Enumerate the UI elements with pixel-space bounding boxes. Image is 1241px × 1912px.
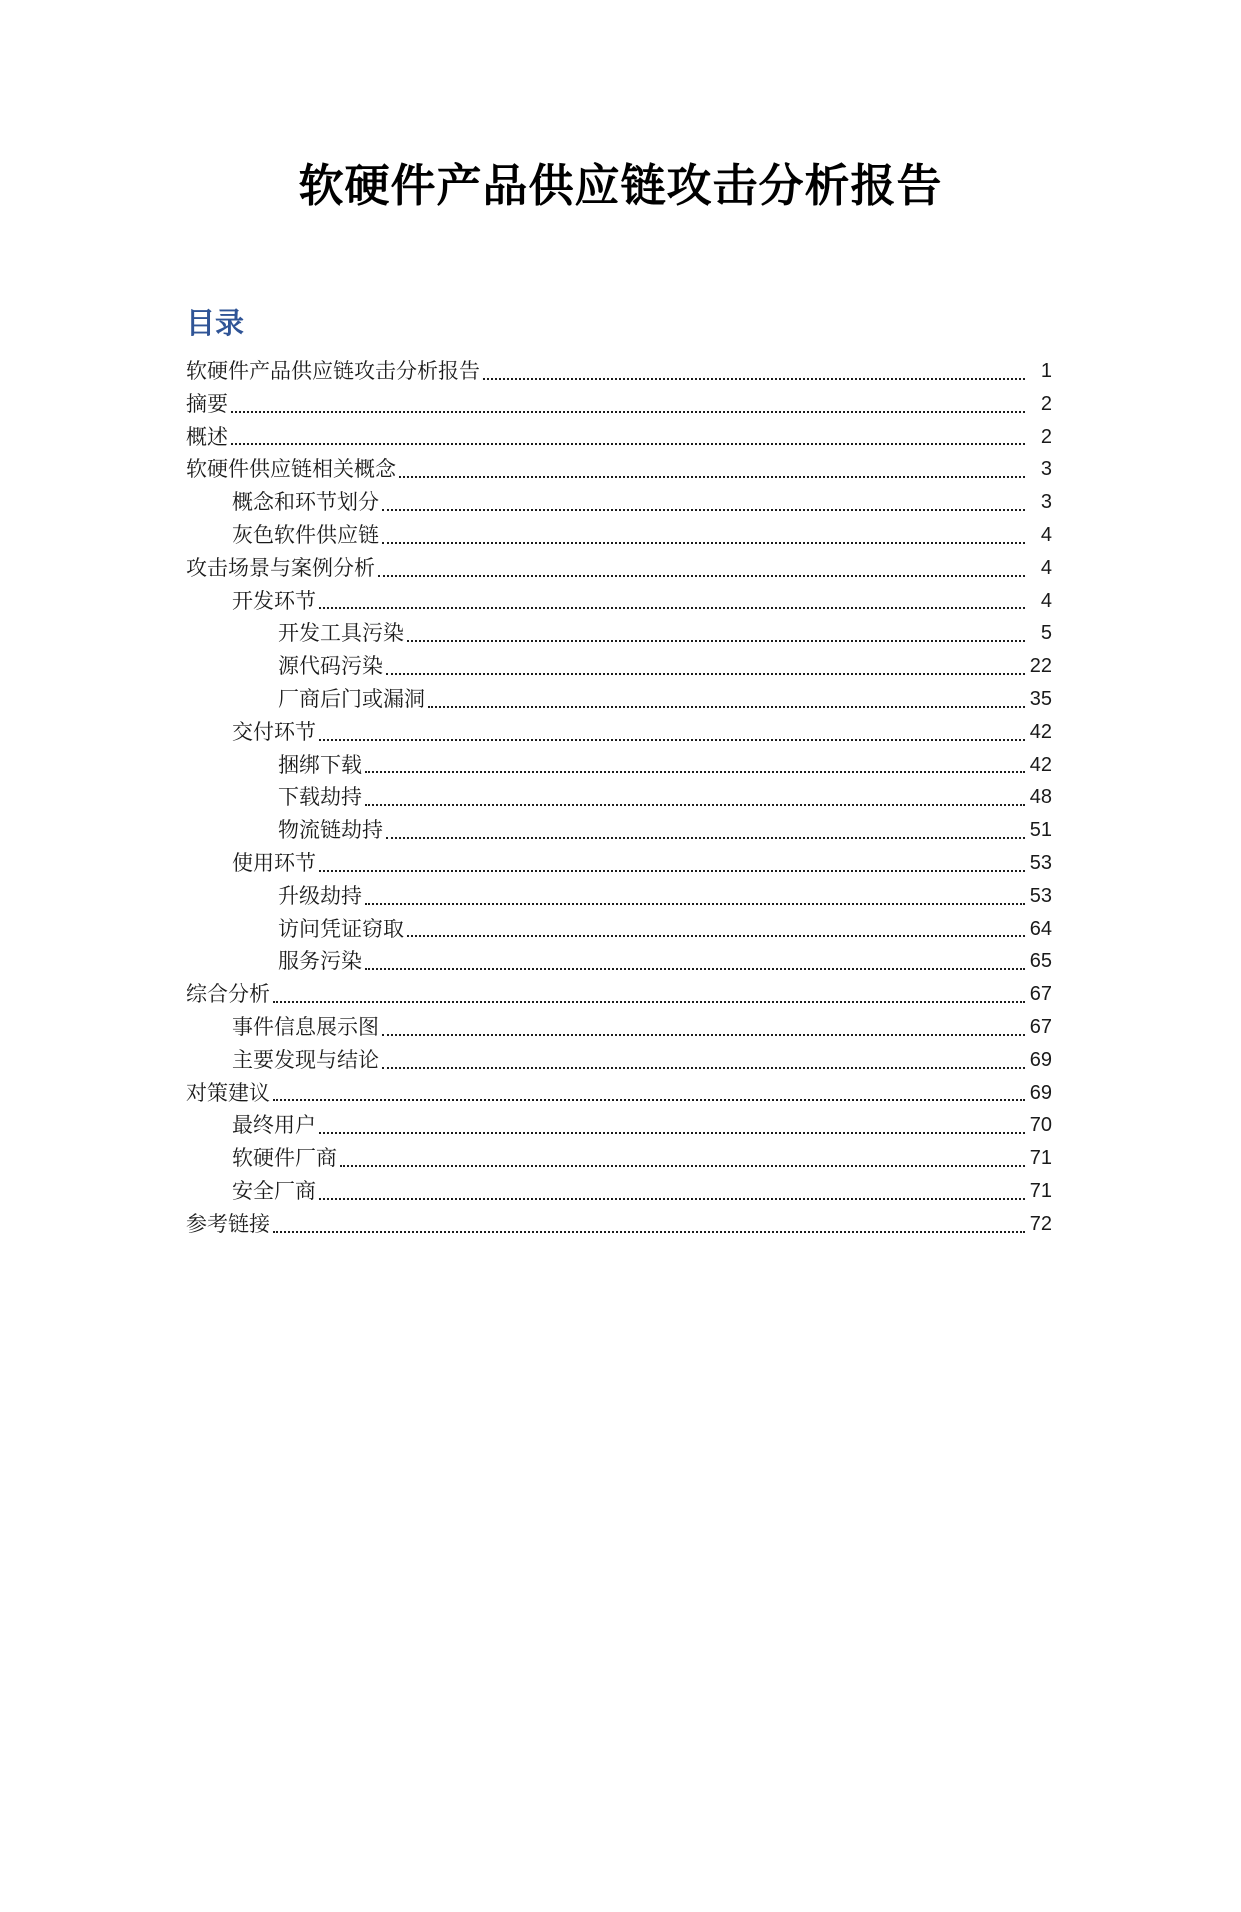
toc-entry-label: 软硬件厂商	[232, 1146, 337, 1171]
toc-entry-page: 67	[1029, 1015, 1052, 1038]
toc-section	[186, 307, 1052, 1240]
toc-entry[interactable]	[186, 355, 1052, 388]
toc-entry-page: 2	[1040, 392, 1052, 415]
toc-entry-label: 捆绑下载	[278, 752, 362, 777]
toc-leader-dots	[379, 486, 1026, 519]
toc-entry-page: 35	[1029, 688, 1052, 711]
toc-entry-page: 3	[1040, 491, 1052, 514]
toc-entry[interactable]	[186, 1077, 1052, 1110]
toc-entry[interactable]	[186, 421, 1052, 454]
toc-entry-label: 软硬件供应链相关概念	[186, 457, 396, 482]
toc-entry-page: 65	[1029, 950, 1052, 973]
toc-leader-dots	[379, 1044, 1026, 1077]
toc-entry-label: 对策建议	[186, 1080, 270, 1105]
toc-entry-label: 主要发现与结论	[232, 1047, 379, 1072]
toc-entry-page: 4	[1040, 556, 1052, 579]
toc-leader-dots	[362, 945, 1026, 978]
toc-leader-dots	[383, 650, 1026, 683]
toc-entry-page: 72	[1029, 1212, 1052, 1235]
toc-entry-page: 22	[1029, 655, 1052, 678]
toc-heading: 目录	[186, 308, 245, 341]
toc-entry[interactable]	[186, 650, 1052, 683]
toc-entry-page: 3	[1040, 458, 1052, 481]
toc-leader-dots	[379, 519, 1026, 552]
toc-entry[interactable]	[186, 1208, 1052, 1241]
toc-entry-page: 4	[1040, 524, 1052, 547]
toc-leader-dots	[396, 453, 1026, 486]
toc-leader-dots	[316, 847, 1026, 880]
toc-entry-page: 48	[1029, 786, 1052, 809]
toc-entry[interactable]	[186, 1011, 1052, 1044]
toc-entry-label: 服务污染	[278, 949, 362, 974]
toc-entry[interactable]	[186, 683, 1052, 716]
toc-entry-label: 下载劫持	[278, 785, 362, 810]
toc-entry[interactable]	[186, 781, 1052, 814]
toc-leader-dots	[425, 683, 1026, 716]
toc-entry-page: 42	[1029, 753, 1052, 776]
toc-entry[interactable]	[186, 978, 1052, 1011]
toc-leader-dots	[228, 421, 1026, 454]
toc-entry[interactable]	[186, 1142, 1052, 1175]
toc-entry-page: 4	[1040, 589, 1052, 612]
toc-entry[interactable]	[186, 716, 1052, 749]
toc-entry-label: 软硬件产品供应链攻击分析报告	[186, 359, 480, 384]
toc-entry[interactable]	[186, 1109, 1052, 1142]
toc-entry[interactable]	[186, 486, 1052, 519]
toc-entry-label: 开发工具污染	[278, 621, 404, 646]
toc-entry-page: 70	[1029, 1114, 1052, 1137]
toc-entry-label: 访问凭证窃取	[278, 916, 404, 941]
toc-leader-dots	[362, 880, 1026, 913]
toc-entry-label: 概述	[186, 424, 228, 449]
toc-leader-dots	[383, 814, 1026, 847]
toc-entry[interactable]	[186, 847, 1052, 880]
toc-leader-dots	[316, 716, 1026, 749]
toc-entry[interactable]	[186, 880, 1052, 913]
toc-entry-label: 事件信息展示图	[232, 1014, 379, 1039]
document-page	[0, 158, 1241, 1912]
toc-entry[interactable]	[186, 945, 1052, 978]
toc-entry-page: 53	[1029, 884, 1052, 907]
toc-entry[interactable]	[186, 453, 1052, 486]
toc-entry-page: 1	[1040, 360, 1052, 383]
toc-entry-page: 67	[1029, 983, 1052, 1006]
toc-entry-page: 53	[1029, 852, 1052, 874]
toc-entry-label: 综合分析	[186, 982, 270, 1007]
toc-leader-dots	[270, 1208, 1026, 1241]
toc-entry[interactable]	[186, 814, 1052, 847]
toc-entry-label: 安全厂商	[232, 1178, 316, 1203]
toc-leader-dots	[362, 781, 1026, 814]
toc-entry-label: 参考链接	[186, 1211, 270, 1236]
toc-entry[interactable]	[186, 585, 1052, 618]
toc-leader-dots	[379, 1011, 1026, 1044]
toc-list	[186, 355, 1052, 1241]
toc-entry-label: 使用环节	[232, 851, 316, 875]
toc-leader-dots	[228, 388, 1026, 421]
toc-entry[interactable]	[186, 519, 1052, 552]
toc-entry[interactable]	[186, 388, 1052, 421]
toc-leader-dots	[316, 1109, 1026, 1142]
toc-leader-dots	[362, 749, 1026, 782]
toc-leader-dots	[270, 978, 1026, 1011]
document-title: 软硬件产品供应链攻击分析报告	[298, 161, 943, 211]
toc-entry-page: 2	[1040, 425, 1052, 448]
toc-leader-dots	[404, 617, 1026, 650]
toc-entry-label: 厂商后门或漏洞	[278, 687, 425, 712]
toc-entry-page: 42	[1029, 720, 1052, 743]
toc-entry-page: 5	[1040, 622, 1052, 645]
toc-entry[interactable]	[186, 617, 1052, 650]
toc-leader-dots	[480, 355, 1026, 388]
toc-leader-dots	[316, 1175, 1026, 1208]
toc-leader-dots	[316, 585, 1026, 618]
toc-entry[interactable]	[186, 749, 1052, 782]
toc-leader-dots	[337, 1142, 1026, 1175]
toc-entry[interactable]	[186, 552, 1052, 585]
toc-entry[interactable]	[186, 1175, 1052, 1208]
toc-entry-label: 灰色软件供应链	[232, 523, 379, 548]
toc-entry-label: 摘要	[186, 391, 228, 416]
toc-entry[interactable]	[186, 1044, 1052, 1077]
toc-leader-dots	[375, 552, 1026, 585]
toc-entry-page: 71	[1029, 1147, 1052, 1170]
toc-entry-page: 64	[1029, 917, 1052, 940]
toc-leader-dots	[270, 1077, 1026, 1110]
toc-entry-label: 物流链劫持	[278, 818, 383, 843]
toc-entry-label: 开发环节	[232, 588, 316, 613]
toc-entry-label: 概念和环节划分	[232, 490, 379, 515]
toc-entry-label: 攻击场景与案例分析	[186, 555, 375, 580]
toc-entry-label: 源代码污染	[278, 654, 383, 679]
toc-entry-label: 交付环节	[232, 719, 316, 744]
toc-entry[interactable]	[186, 913, 1052, 946]
toc-entry-page: 71	[1029, 1179, 1052, 1202]
toc-entry-page: 69	[1029, 1081, 1052, 1104]
toc-entry-label: 最终用户	[232, 1113, 316, 1138]
toc-entry-label: 升级劫持	[278, 883, 362, 908]
toc-entry-page: 51	[1029, 819, 1052, 842]
toc-leader-dots	[404, 913, 1026, 946]
toc-entry-page: 69	[1029, 1048, 1052, 1071]
